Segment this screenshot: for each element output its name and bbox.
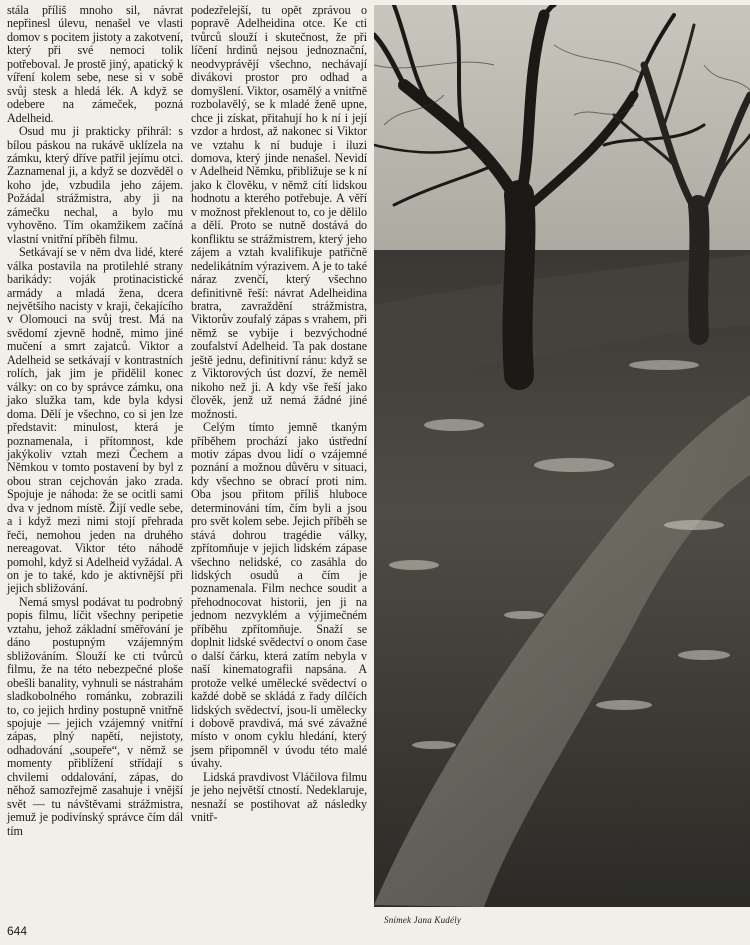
photo-credit: Snímek Jana Kudély [384, 915, 462, 925]
article-column-2 [191, 4, 367, 825]
article-paragraph: Setkávají se v něm dva lidé, které válka postavila na protilehlé strany barikády: voják protinacistické armády a mladá žena, dcera největšího nacisty v kraji, čekajícího v Olomouci na svůj trest. Má na svědomí zjevně hodně, mimo jiné mučení a smrt zajatců. Viktor a Adelheid se setkávají v kontrastních rolích, jak jim je přidělil konec války: on co by správce zámku, ona jako služka tam, kde byla kdysi doma. Dělí je všechno, co si jen lze představit: minulost, která je poznamenala, i přítomnost, kde jakýkoliv vztah mezi Čechem a Němkou v tomto postavení by byl z obou stran cejchován jako zrada. Spojuje je náhoda: že se ocitli sami dva v jednom místě. Žijí vedle sebe, a i když mezi nimi stojí přehrada řeči, nemohou jeden na druhého nereagovat. Viktor této náhodě pomohl, když si Adelheid vyžádal. A on je to také, kdo je aktivnější při jejich sbližování. [7, 245, 183, 596]
article-paragraph: podezřelejší, tu opět zprávou o popravě Adelheidina otce. Ke cti tvůrců slouží i skutečnost, že při líčení hrdinů nejsou jednoznační, neodvyprávějí všechno, nechávají divákovi prostor pro odhad a domyšlení. Viktor, osamělý a vnitřně rozbolavělý, se k mladé ženě upne, chce ji získat, přitahují ho k ní i její vzdor a hrdost, až nakonec si Viktor ve vztahu k ní buduje i iluzi domova, který jinde nenašel. Nevidí v Adelheid Němku, přibližuje se k ní jako k člověku, v němž cítí lidskou hodnotu a kterého potřebuje. A věří v možnost překlenout to, co je dělilo a dělí. Proto se nutně dostává do konfliktu se strážmistrem, který jeho zájem a vztah kvalifikuje patřičně nedelikátním výrazivem. A je to také náraz zvenčí, který všechno definitivně řeší: návrat Adelheidina bratra, zavraždění strážmistra, Viktorův zoufalý zápas s vrahem, při němž se vybije i bezvýchodné zoufalství Adelheid. Ta pak dostane ještě jednu, definitivní ránu: když se z Viktorových úst dozví, že neměl nikoho než ji. A kdy vše řeší jako člověk, jenž už nemá žádné jiné možnosti. [191, 3, 367, 421]
article-paragraph: stála příliš mnoho sil, návrat nepřinesl úlevu, nenašel ve vlasti domov s pocitem jistoty a zakotvení, který při své nemoci tolik potřeboval. Je prostě jiný, apatický k víření kolem sebe, nese si v sobě svůj stesk a hledá lék. A když se odebere na zámeček, pozná Adelheid. [7, 3, 183, 125]
article-paragraph: Nemá smysl podávat tu podrobný popis filmu, líčit všechny peripetie vztahu, jehož základní směřování je dáno postupným vzájemným sbližováním. Slouží ke cti tvůrců filmu, že na této nebezpečné ploše obešli banality, vyhnuli se nástrahám sladkobolného románku, zobrazili to, co jejich hrdiny postupně vnitřně spojuje — jejich vzájemný vnitřní zápas, plný napětí, nejistoty, odhadování „soupeře“, v němž se momenty přiblížení střídají s chvilemi oddalování, zápas, do něhož samozřejmě zasahuje i vnější svět — tu návštěvami strážmistra, jemuž je podivínský správce čím dál tím [7, 594, 183, 838]
article-paragraph: Celým tímto jemně tkaným příběhem prochází jako ústřední motiv zápas dvou lidí o vzájemné poznání a možnou důvěru v situaci, kdy všechno se obrací proti nim. Oba jsou přitom příliš hluboce determinováni tím, čím byli a jsou pro svět kolem sebe. Jejich příběh se stává dohrou tragédie války, zpřítomňuje v jejich lidském zápase všechno nelidské, co zasáhla do lidských osudů a čím je poznamenala. Film nechce soudit a přehodnocovat historii, jen ji na jednom nezvyklém a výjimečném příběhu zpřítomňuje. Snaží se doplnit lidské svědectví o onom čase o další čárku, která zatím nebyla v naší kinematografii napsána. A protože velké umělecké svědectví o každé době se skládá z řady dílčích lidských svědectví, jsou-li umělecky i dobově pravdivá, má své závažné místo v onom cyklu hledání, který jsem připomněl v úvodu této malé úvahy. [191, 420, 367, 771]
article-paragraph: Osud mu ji prakticky přihrál: s bílou páskou na rukávě uklízela na zámku, který dříve patřil jejímu otci. Zaznamenal ji, a když se dozvěděl o koho jde, vzbudila jeho zájem. Požádal strážmistra, aby ji na zámečku nechal, a bylo mu vyhověno. Tím okamžikem začíná vlastní vnitřní příběh filmu. [7, 124, 183, 246]
page-number: 644 [7, 924, 28, 938]
winter-trees-photo [374, 5, 750, 907]
article-column-1 [7, 4, 183, 838]
article-paragraph: Lidská pravdivost Vláčilova filmu je jeho největší ctností. Nedeklaruje, nesnaží se postihovat až následky vnitř- [191, 769, 367, 825]
